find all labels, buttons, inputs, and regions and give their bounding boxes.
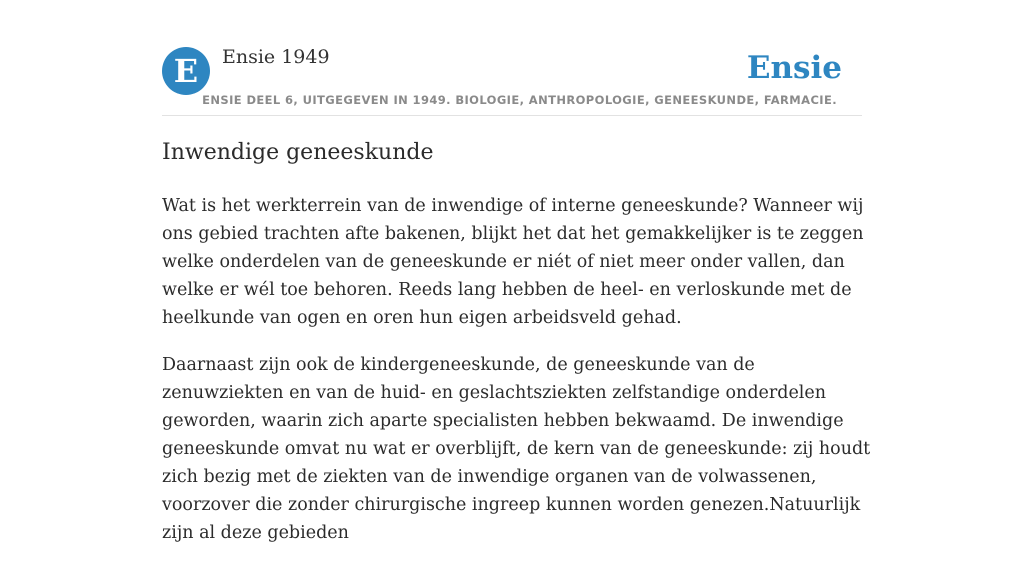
brand-logo-text[interactable]: Ensie (746, 50, 842, 86)
volume-subtitle: ENSIE DEEL 6, UITGEGEVEN IN 1949. BIOLOGIE, ANTHROPOLOGIE, GENEESKUNDE, FARMACIE. (202, 93, 837, 107)
article-paragraph: Daarnaast zijn ook de kindergeneeskunde, de geneeskunde van de zenuwziekten en van de huid- en geslachtsziekten zelfstandige onderdelen geworden, waarin zich aparte specialisten hebben bekwaamd. De inwendige geneeskunde omvat nu wat er overblijft, de kern van de geneeskunde: zij houdt zich bezig met de ziekten van de inwendige organen van de volwassenen, voorzover die zonder chirurgische ingreep kunnen worden genezen.Natuurlijk zijn al deze gebieden (162, 355, 871, 543)
article-title: Inwendige geneeskunde (162, 140, 434, 165)
site-title[interactable]: Ensie 1949 (222, 46, 330, 68)
article-paragraph: Wat is het werkterrein van de inwendige of interne geneeskunde? Wanneer wij ons gebied trachten afte bakenen, blijkt het dat het gemakkelijker is te zeggen welke onderdelen van de geneeskunde er niét of niet meer onder vallen, dan welke er wél toe behoren. Reeds lang hebben de heel- en verloskunde met de heelkunde van ogen en oren hun eigen arbeidsveld gehad. (162, 196, 864, 328)
article-body (162, 192, 872, 566)
page (162, 0, 871, 543)
site-header (162, 0, 862, 116)
site-logo[interactable]: E (162, 47, 210, 95)
